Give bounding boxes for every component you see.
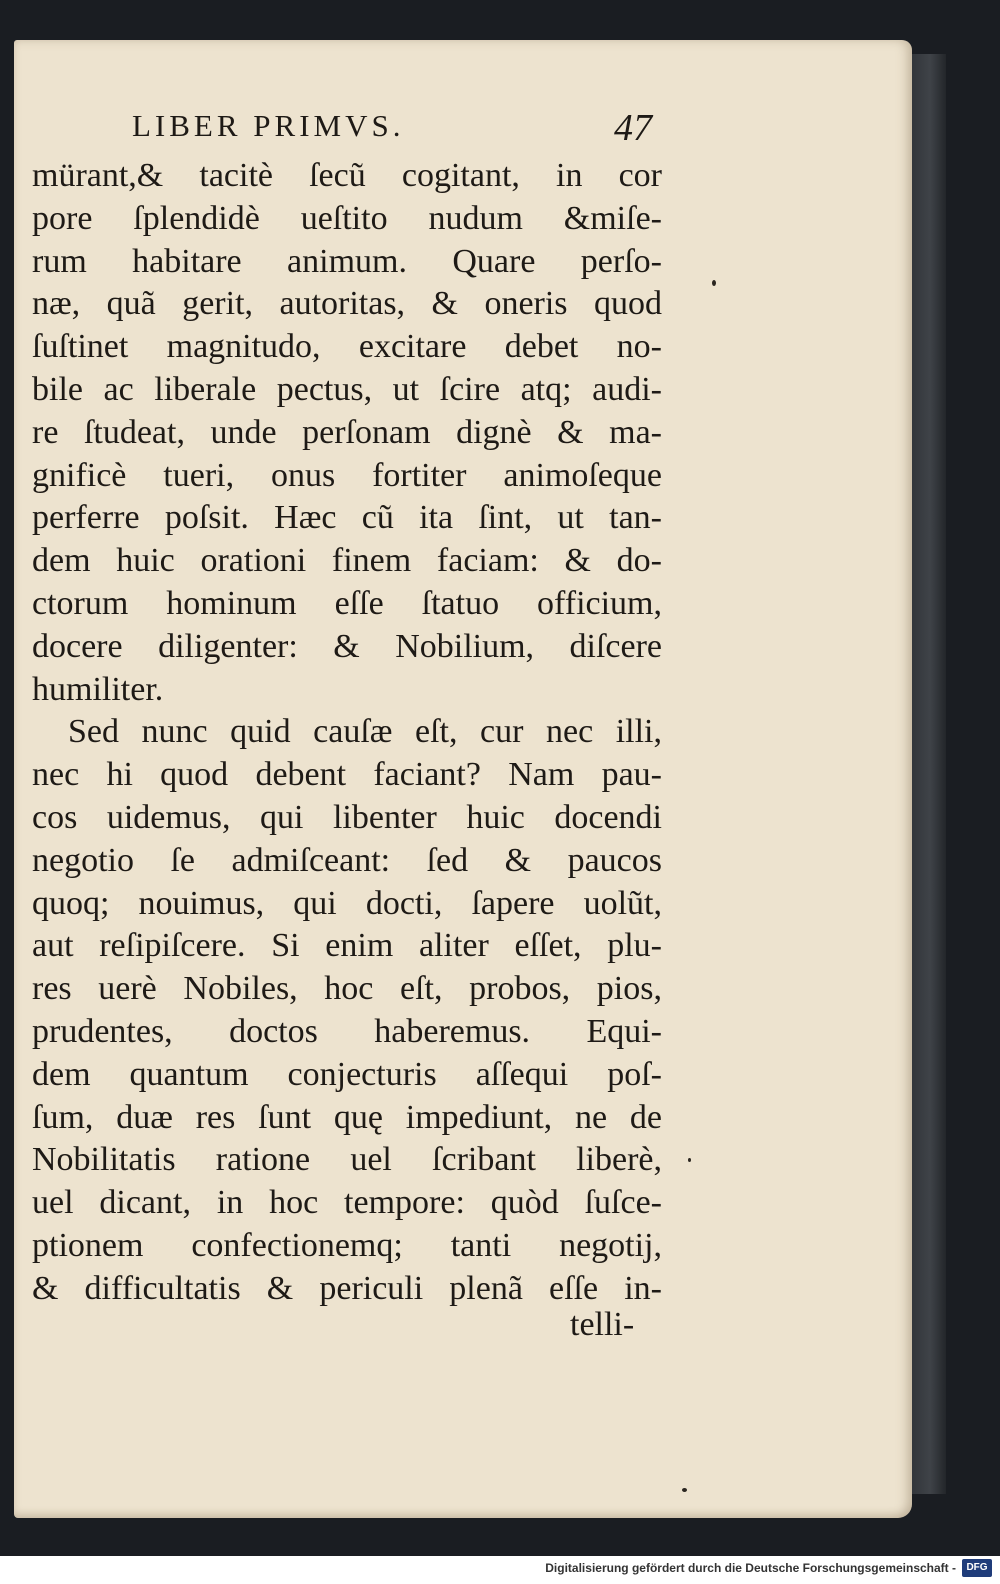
text-line: ſuſtinet magnitudo, excitare debet no- bbox=[32, 328, 662, 366]
text-line: res uerè Nobiles, hoc eſt, probos, pios, bbox=[32, 970, 662, 1008]
text-line: cos uidemus, qui libenter huic docendi bbox=[32, 798, 662, 836]
text-line: negotio ſe admiſceant: ſed & paucos bbox=[32, 841, 662, 879]
text-line: gnificè tueri, onus fortiter animoſeque bbox=[32, 456, 662, 494]
text-line: docere diligenter: & Nobilium, diſcere bbox=[32, 627, 662, 665]
ink-speck bbox=[688, 1158, 691, 1162]
text-line: uel dicant, in hoc tempore: quòd ſuſce- bbox=[32, 1184, 662, 1222]
body-text bbox=[32, 155, 662, 1311]
text-line: dem quantum conjecturis aſſequi poſ- bbox=[32, 1055, 662, 1093]
text-line: bile ac liberale pectus, ut ſcire atq; audi- bbox=[32, 370, 662, 408]
ink-speck bbox=[682, 1488, 687, 1492]
text-line: humiliter. bbox=[32, 670, 164, 708]
text-line: ptionem confectionemq; tanti negotij, bbox=[32, 1226, 662, 1264]
text-line: perferre poſsit. Hæc cũ ita ſint, ut tan- bbox=[32, 499, 662, 537]
book-edge bbox=[906, 54, 946, 1494]
text-line: nec hi quod debent faciant? Nam pau- bbox=[32, 756, 662, 794]
text-line: rum habitare animum. Quare perſo- bbox=[32, 242, 662, 280]
text-line: pore ſplendidè ueſtito nudum &miſe- bbox=[32, 199, 662, 237]
catchword: telli- bbox=[570, 1306, 635, 1343]
text-line: Sed nunc quid cauſæ eſt, cur nec illi, bbox=[68, 713, 662, 751]
text-line: quoq; nouimus, qui docti, ſapere uolũt, bbox=[32, 884, 662, 922]
text-line: ctorum hominum eſſe ſtatuo officium, bbox=[32, 584, 662, 622]
text-line: ſum, duæ res ſunt quę impediunt, ne de bbox=[32, 1098, 662, 1136]
text-line: dem huic orationi finem faciam: & do- bbox=[32, 542, 662, 580]
ink-speck bbox=[712, 280, 716, 286]
text-line: aut reſipiſcere. Si enim aliter eſſet, plu- bbox=[32, 927, 662, 965]
digitization-credit: Digitalisierung gefördert durch die Deutsche Forschungsgemeinschaft - bbox=[545, 1561, 956, 1575]
text-line: mürant,& tacitè ſecũ cogitant, in cor bbox=[32, 157, 662, 194]
text-line: & difficultatis & periculi plenã eſſe in- bbox=[32, 1269, 662, 1307]
text-line: næ, quã gerit, autoritas, & oneris quod bbox=[32, 285, 662, 323]
running-head: LIBER PRIMVS. bbox=[132, 108, 405, 143]
text-line: re ſtudeat, unde perſonam dignè & ma- bbox=[32, 413, 662, 451]
text-line: Nobilitatis ratione uel ſcribant liberè, bbox=[32, 1141, 662, 1179]
text-line: prudentes, doctos haberemus. Equi- bbox=[32, 1012, 662, 1050]
page-number: 47 bbox=[614, 107, 652, 149]
dfg-logo: DFG bbox=[962, 1559, 992, 1577]
